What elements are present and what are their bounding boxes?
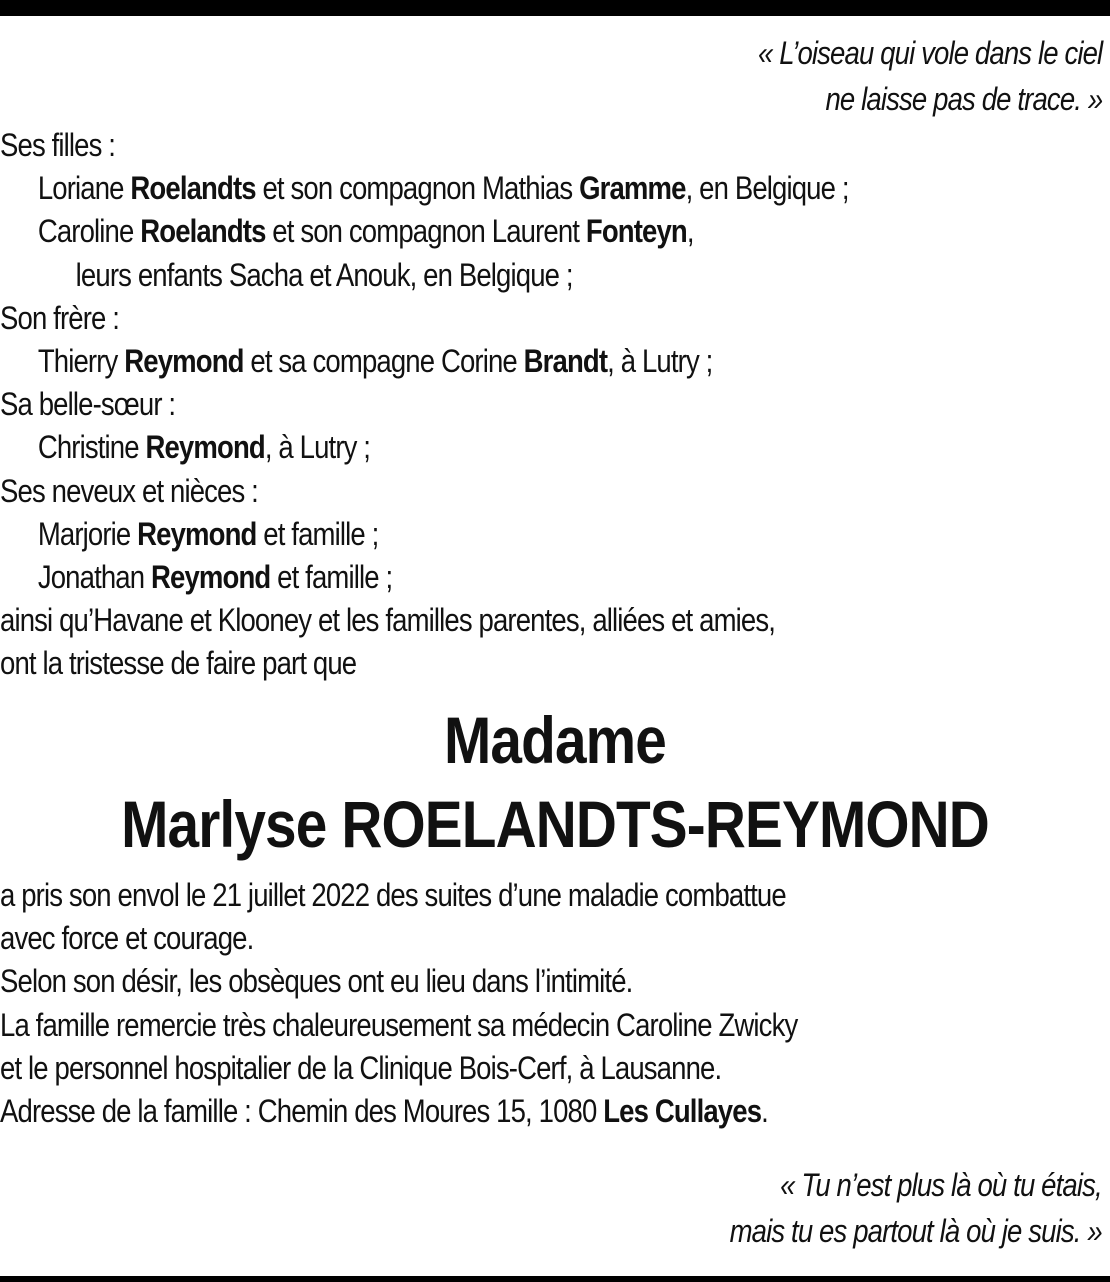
announcement-details bbox=[0, 874, 797, 1133]
address-place: Les Cullayes bbox=[603, 1092, 762, 1129]
bottom-border-rule bbox=[0, 1276, 1110, 1282]
daughter-2-children: leurs enfants Sacha et Anouk, en Belgique ; bbox=[75, 256, 573, 293]
brother-last-name: Reymond bbox=[124, 342, 244, 379]
daughter-2-punctuation: , bbox=[686, 213, 694, 250]
address-end: . bbox=[761, 1092, 768, 1129]
family-address bbox=[0, 1090, 797, 1133]
sister-in-law-first-name: Christine bbox=[37, 429, 146, 466]
daughter-1-location: , en Belgique ; bbox=[685, 170, 849, 207]
details-line-2: avec force et courage. bbox=[0, 920, 254, 957]
opening-quote-line-1: « L’oiseau qui vole dans le ciel bbox=[757, 35, 1102, 71]
daughter-1-relation: et son compagnon Mathias bbox=[255, 170, 580, 207]
nephew-2-first-name: Jonathan bbox=[37, 558, 151, 595]
daughter-1-partner-last-name: Gramme bbox=[579, 170, 686, 207]
details-line-3: Selon son désir, les obsèques ont eu lieu dans l’intimité. bbox=[0, 963, 633, 1000]
family-list bbox=[0, 124, 849, 685]
closing-line-1: ainsi qu’Havane et Klooney et les familles parentes, alliées et amies, bbox=[0, 602, 776, 639]
closing-quote-line-1: « Tu n’est plus là où tu étais, bbox=[780, 1167, 1102, 1203]
brother-heading: Son frère : bbox=[0, 299, 120, 336]
details-line-1: a pris son envol le 21 juillet 2022 des suites d’une maladie combattue bbox=[0, 877, 786, 913]
daughter-1-last-name: Roelandts bbox=[130, 170, 256, 207]
nephew-1-last-name: Reymond bbox=[137, 515, 257, 552]
brother-first-name: Thierry bbox=[37, 342, 125, 379]
details-line-5: et le personnel hospitalier de la Clinique Bois-Cerf, à Lausanne. bbox=[0, 1049, 722, 1086]
deceased-title: Madame bbox=[444, 703, 666, 777]
deceased-name: Marlyse ROELANDTS-REYMOND bbox=[121, 787, 989, 861]
top-border-rule bbox=[0, 0, 1110, 16]
daughters-heading: Ses filles : bbox=[0, 127, 116, 163]
sister-in-law bbox=[0, 426, 849, 469]
nephew-1-suffix: et famille ; bbox=[256, 515, 379, 552]
daughter-1 bbox=[0, 167, 849, 210]
nephews-heading: Ses neveux et nièces : bbox=[0, 472, 258, 509]
sister-in-law-last-name: Reymond bbox=[145, 429, 265, 466]
daughter-2 bbox=[0, 210, 849, 253]
brother-location: , à Lutry ; bbox=[607, 342, 713, 379]
nephew-2 bbox=[0, 556, 849, 599]
nephew-1-first-name: Marjorie bbox=[37, 515, 138, 552]
opening-quote-line-2: ne laisse pas de trace. » bbox=[825, 81, 1102, 117]
closing-line-2: ont la tristesse de faire part que bbox=[0, 645, 357, 682]
daughter-2-relation: et son compagnon Laurent bbox=[265, 213, 586, 250]
nephew-1 bbox=[0, 513, 849, 556]
daughter-1-first-name: Loriane bbox=[37, 170, 131, 207]
opening-quote bbox=[758, 30, 1102, 122]
daughter-2-last-name: Roelandts bbox=[140, 213, 266, 250]
nephew-2-last-name: Reymond bbox=[150, 558, 271, 595]
sister-in-law-heading: Sa belle-sœur : bbox=[0, 386, 176, 423]
sister-in-law-location: , à Lutry ; bbox=[264, 429, 371, 466]
closing-quote bbox=[730, 1162, 1102, 1254]
daughter-2-first-name: Caroline bbox=[37, 213, 141, 250]
nephew-2-suffix: et famille ; bbox=[270, 558, 393, 595]
details-line-4: La famille remercie très chaleureusement sa médecin Caroline Zwicky bbox=[0, 1006, 798, 1043]
address-street: Adresse de la famille : Chemin des Moures 15, 1080 bbox=[0, 1092, 604, 1129]
brother-relation: et sa compagne Corine bbox=[243, 342, 524, 379]
brother-partner-last-name: Brandt bbox=[523, 342, 608, 379]
brother bbox=[0, 340, 849, 383]
daughter-2-partner-last-name: Fonteyn bbox=[585, 213, 687, 250]
closing-quote-line-2: mais tu es partout là où je suis. » bbox=[729, 1213, 1102, 1249]
